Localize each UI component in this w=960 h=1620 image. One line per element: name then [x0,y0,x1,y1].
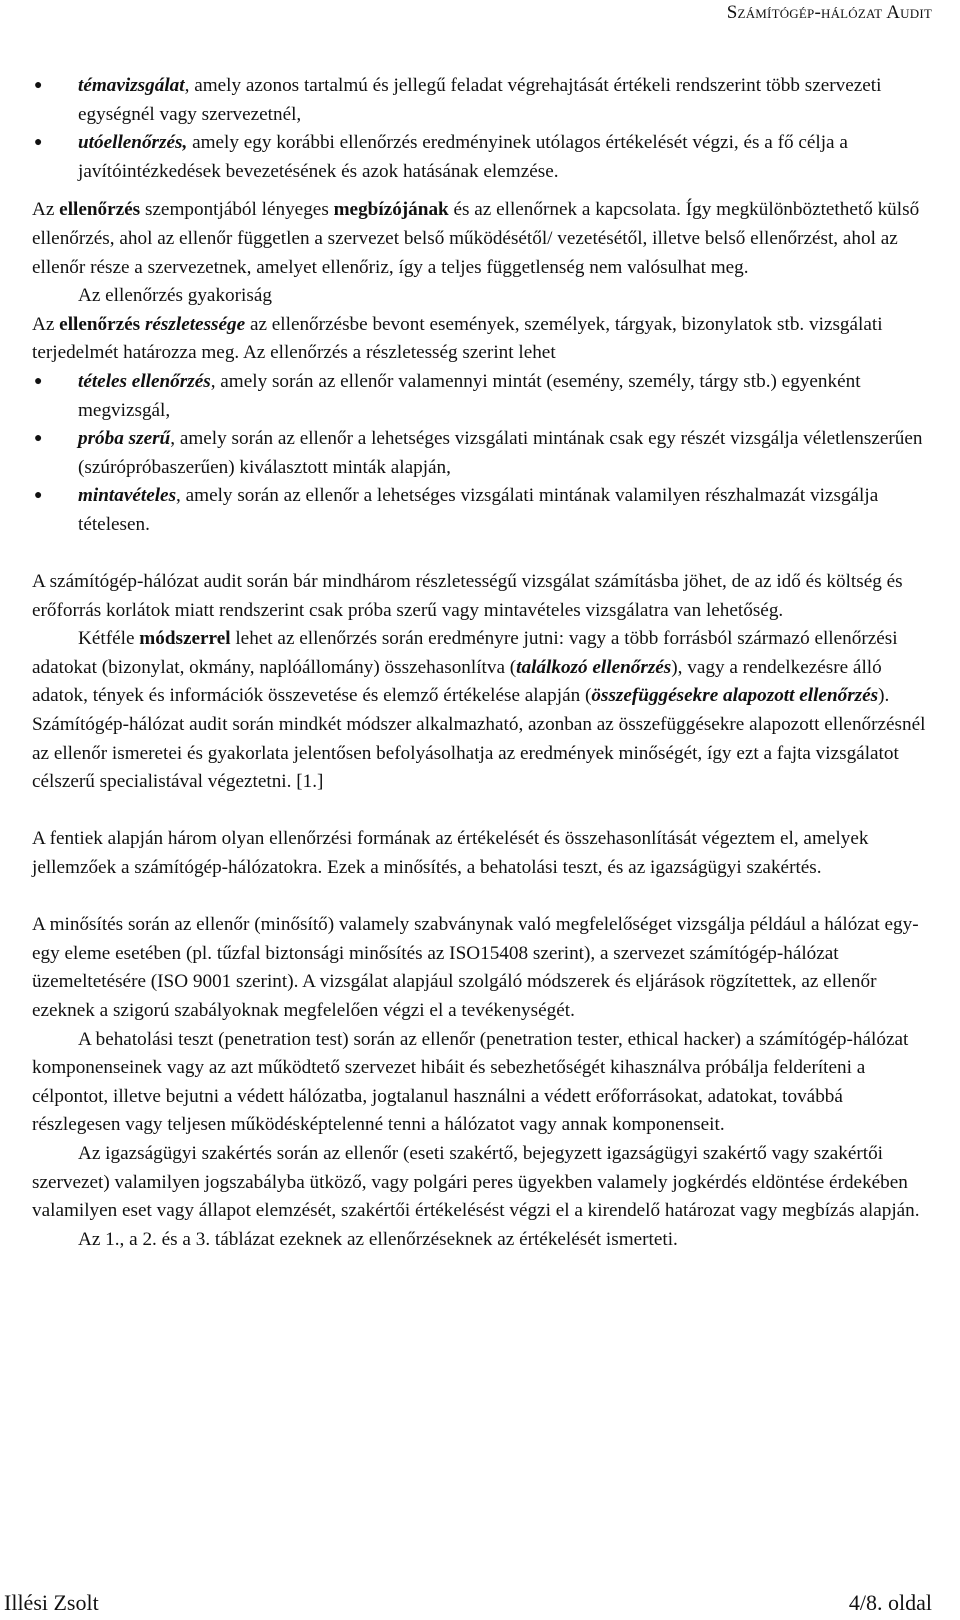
paragraph-audit: A számítógép-hálózat audit során bár mindhárom részletességű vizsgálat számításba jöhet, de az idő és költség és erőforrás korlátok miatt rendszerint csak próba szerű vagy mintavételes vizsgálatra van lehetőség. [32,571,903,621]
footer-author: Illési Zsolt [4,1590,99,1615]
running-header [727,2,932,24]
paragraph-megbizo: Az ellenőrzés szempontjából lényeges megbízójának és az ellenőrnek a kapcsolata. Így megkülönböztethető külső ellenőrzés, ahol az ellenőr független a szervezet belső működésétől/ vezetésétől, illetve belső ellenőrzést, ahol az ellenőr része a szervezetnek, amelyet ellenőriz, így a teljes függetlenség nem valósulhat meg. [32,199,920,278]
term: témavizsgálat [78,75,185,96]
term: mintavételes [78,485,177,507]
list-item [32,425,936,482]
document-body [32,72,936,1254]
list-item [32,129,936,186]
item-text: , amely során az ellenőr a lehetséges vizsgálati mintának valamilyen részhalmazát vizsgálja tételesen. [78,485,879,535]
paragraph-fentiek: A fentiek alapján három olyan ellenőrzési formának az értékelését és összehasonlítását végeztem el, amelyek jellemzőek a számítógép-hálózatokra. Ezek a minősítés, a behatolási teszt, és az igazságügyi szakértés. [32,828,869,879]
paragraph-minosites: A minősítés során az ellenőr (minősítő) valamely szabványnak való megfelelőséget vizsgálja például a hálózat egy-egy eleme esetében (pl. tűzfal biztonsági minősítés az ISO15408 szerint), a szervezet számítógép-hálózat üzemeltetésére (ISO 9001 szerint). A vizsgálat alapjául szolgáló módszerek és eljárások rögzítettek, az ellenőr ezeknek a szigorú szabályoknak megfelelően végzi el a tevékenységét. [32,914,919,1021]
item-text: , amely során az ellenőr a lehetséges vizsgálati mintának csak egy részét vizsgálja véletlenszerűen (szúrópróbaszerűen) kiválasztott minták alapján, [78,428,923,478]
running-title: Számítógép-hálózat Audit [726,2,932,23]
paragraph-modszer: Kétféle módszerrel lehet az ellenőrzés során eredményre jutni: vagy a több forrásból származó ellenőrzési adatokat (bizonylat, okmány, naplóállomány) összehasonlítva (találkozó ellenőrzés), vagy a rendelkezésre álló adatok, tények és információk összevetése és elemző értékelése alapján (összefüggésekre alapozott ellenőrzés). Számítógép-hálózat audit során mindkét módszer alkalmazható, azonban az összefüggésekre alapozott ellenőrzésnél az ellenőr ismeretei és gyakorlata jelentősen befolyásolhatja az eredmények minőségét, így ezt a fajta vizsgálatot célszerű specialistával végeztetni. [1.] [32,628,926,793]
term: tételes ellenőrzés [78,370,211,392]
list-item [32,72,936,129]
term: utóellenőrzés, [78,132,188,154]
bullet-list-vizsgalat [32,72,936,186]
term: próba szerű [78,428,171,450]
bullet-list-reszletesseg [32,368,936,540]
paragraph-igazsagugyi: Az igazságügyi szakértés során az ellenőr (eseti szakértő, bejegyzett igazságügyi szakértő vagy szakértői szervezet) valamilyen jogszabályba ütköző, vagy polgári peres ügyekben valamely jogkérdés eldöntése érdekében valamilyen eset vagy állapot elemzését, szakértői értékelésést végzi el a kirendelő határozat vagy megbízás alapján. [32,1142,920,1222]
list-item [32,368,936,425]
paragraph-tablazat: Az 1., a 2. és a 3. táblázat ezeknek az ellenőrzéseknek az értékelését ismerteti. [78,1228,678,1250]
item-text: , amely azonos tartalmú és jellegű feladat végrehajtását értékeli rendszerint több szervezeti egységnél vagy szervezetnél, [78,75,882,125]
item-text: amely egy korábbi ellenőrzés eredményinek utólagos értékelését végzi, és a fő célja a javítóintézkedések bevezetésének és azok hatásának elemzése. [78,132,848,182]
paragraph-gyakorisag: Az ellenőrzés gyakoriság [78,285,272,307]
item-text: , amely során az ellenőr valamennyi mintát (esemény, személy, tárgy stb.) egyenként megvizsgál, [78,370,861,421]
paragraph-behatolas: A behatolási teszt (penetration test) során az ellenőr (penetration tester, ethical hacker) a számítógép-hálózat komponenseinek vagy az azt működtető szervezet hibáit és sebezhetőségét kihasználva próbálja felderíteni a célpontot, illetve bejutni a védett hálózatba, jogtalanul használni a védett erőforrásokat, adatokat, továbbá részlegesen vagy teljesen működésképtelenné tenni a hálózatot vagy annak komponenseit. [32,1028,909,1136]
list-item [32,482,936,539]
paragraph-reszletesseg: Az ellenőrzés részletessége az ellenőrzésbe bevont események, személyek, tárgyak, bizonylatok stb. vizsgálati terjedelmét határozza meg. Az ellenőrzés a részletesség szerint lehet [32,313,883,364]
footer-page-number: 4/8. oldal [848,1590,932,1615]
